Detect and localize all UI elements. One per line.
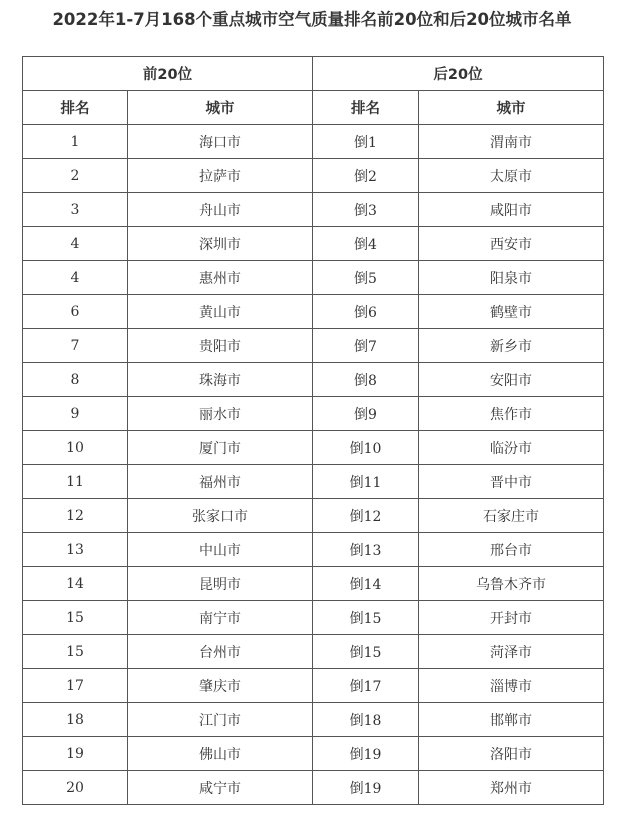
city-top-cell: 张家口市 (128, 499, 313, 533)
city-bottom-cell: 石家庄市 (419, 499, 604, 533)
city-top-cell: 中山市 (128, 533, 313, 567)
table-row (23, 329, 604, 363)
rank-top-cell: 10 (23, 431, 128, 465)
rank-top-cell: 19 (23, 737, 128, 771)
city-top-cell: 福州市 (128, 465, 313, 499)
table-row (23, 635, 604, 669)
city-top-cell: 肇庆市 (128, 669, 313, 703)
column-header-rank: 排名 (313, 91, 419, 125)
table-row (23, 125, 604, 159)
city-top-cell: 佛山市 (128, 737, 313, 771)
table-row (23, 533, 604, 567)
rank-top-cell: 15 (23, 601, 128, 635)
rank-top-cell: 14 (23, 567, 128, 601)
rank-top-cell: 1 (23, 125, 128, 159)
rank-top-cell: 4 (23, 261, 128, 295)
city-bottom-cell: 安阳市 (419, 363, 604, 397)
table-row (23, 601, 604, 635)
rank-top-cell: 8 (23, 363, 128, 397)
city-top-cell: 海口市 (128, 125, 313, 159)
city-bottom-cell: 开封市 (419, 601, 604, 635)
table-row (23, 159, 604, 193)
rank-top-cell: 6 (23, 295, 128, 329)
rank-bottom-cell: 倒13 (313, 533, 419, 567)
group-header-bottom20: 后20位 (313, 57, 604, 91)
city-bottom-cell: 鹤壁市 (419, 295, 604, 329)
rank-top-cell: 11 (23, 465, 128, 499)
column-header-rank: 排名 (23, 91, 128, 125)
city-top-cell: 南宁市 (128, 601, 313, 635)
table-row (23, 193, 604, 227)
city-top-cell: 贵阳市 (128, 329, 313, 363)
table-row (23, 737, 604, 771)
city-top-cell: 惠州市 (128, 261, 313, 295)
table-row (23, 465, 604, 499)
city-bottom-cell: 淄博市 (419, 669, 604, 703)
rank-top-cell: 9 (23, 397, 128, 431)
table-row (23, 261, 604, 295)
rank-bottom-cell: 倒1 (313, 125, 419, 159)
rank-bottom-cell: 倒18 (313, 703, 419, 737)
city-top-cell: 深圳市 (128, 227, 313, 261)
rank-bottom-cell: 倒7 (313, 329, 419, 363)
group-header-row (23, 57, 604, 91)
rank-bottom-cell: 倒3 (313, 193, 419, 227)
rank-bottom-cell: 倒12 (313, 499, 419, 533)
table-row (23, 397, 604, 431)
group-header-top20: 前20位 (23, 57, 313, 91)
rank-top-cell: 13 (23, 533, 128, 567)
column-header-city: 城市 (419, 91, 604, 125)
table-row (23, 669, 604, 703)
city-bottom-cell: 晋中市 (419, 465, 604, 499)
table-body (23, 125, 604, 805)
rank-bottom-cell: 倒14 (313, 567, 419, 601)
rank-bottom-cell: 倒17 (313, 669, 419, 703)
city-bottom-cell: 郑州市 (419, 771, 604, 805)
table-row (23, 295, 604, 329)
column-header-city: 城市 (128, 91, 313, 125)
table-row (23, 363, 604, 397)
rank-bottom-cell: 倒15 (313, 635, 419, 669)
city-top-cell: 台州市 (128, 635, 313, 669)
rank-bottom-cell: 倒11 (313, 465, 419, 499)
city-top-cell: 珠海市 (128, 363, 313, 397)
city-bottom-cell: 新乡市 (419, 329, 604, 363)
rank-top-cell: 2 (23, 159, 128, 193)
column-header-row (23, 91, 604, 125)
rank-bottom-cell: 倒9 (313, 397, 419, 431)
city-bottom-cell: 渭南市 (419, 125, 604, 159)
city-bottom-cell: 咸阳市 (419, 193, 604, 227)
rank-bottom-cell: 倒6 (313, 295, 419, 329)
rank-top-cell: 20 (23, 771, 128, 805)
city-top-cell: 江门市 (128, 703, 313, 737)
city-top-cell: 拉萨市 (128, 159, 313, 193)
city-top-cell: 厦门市 (128, 431, 313, 465)
rank-bottom-cell: 倒2 (313, 159, 419, 193)
city-bottom-cell: 临汾市 (419, 431, 604, 465)
table-row (23, 431, 604, 465)
table-row (23, 567, 604, 601)
city-bottom-cell: 邯郸市 (419, 703, 604, 737)
city-bottom-cell: 洛阳市 (419, 737, 604, 771)
rank-bottom-cell: 倒5 (313, 261, 419, 295)
rank-top-cell: 4 (23, 227, 128, 261)
table-row (23, 771, 604, 805)
city-top-cell: 黄山市 (128, 295, 313, 329)
city-bottom-cell: 菏泽市 (419, 635, 604, 669)
rank-bottom-cell: 倒15 (313, 601, 419, 635)
city-bottom-cell: 西安市 (419, 227, 604, 261)
rank-top-cell: 12 (23, 499, 128, 533)
city-top-cell: 舟山市 (128, 193, 313, 227)
table-row (23, 499, 604, 533)
table-row (23, 703, 604, 737)
rank-top-cell: 3 (23, 193, 128, 227)
rank-bottom-cell: 倒4 (313, 227, 419, 261)
page-title: 2022年1-7月168个重点城市空气质量排名前20位和后20位城市名单 (52, 10, 572, 29)
rank-bottom-cell: 倒8 (313, 363, 419, 397)
ranking-table (22, 56, 604, 805)
city-top-cell: 丽水市 (128, 397, 313, 431)
rank-bottom-cell: 倒19 (313, 737, 419, 771)
rank-bottom-cell: 倒10 (313, 431, 419, 465)
rank-bottom-cell: 倒19 (313, 771, 419, 805)
city-bottom-cell: 阳泉市 (419, 261, 604, 295)
city-bottom-cell: 太原市 (419, 159, 604, 193)
city-bottom-cell: 乌鲁木齐市 (419, 567, 604, 601)
rank-top-cell: 17 (23, 669, 128, 703)
city-bottom-cell: 焦作市 (419, 397, 604, 431)
city-bottom-cell: 邢台市 (419, 533, 604, 567)
city-top-cell: 咸宁市 (128, 771, 313, 805)
rank-top-cell: 7 (23, 329, 128, 363)
city-top-cell: 昆明市 (128, 567, 313, 601)
table-row (23, 227, 604, 261)
rank-top-cell: 18 (23, 703, 128, 737)
rank-top-cell: 15 (23, 635, 128, 669)
